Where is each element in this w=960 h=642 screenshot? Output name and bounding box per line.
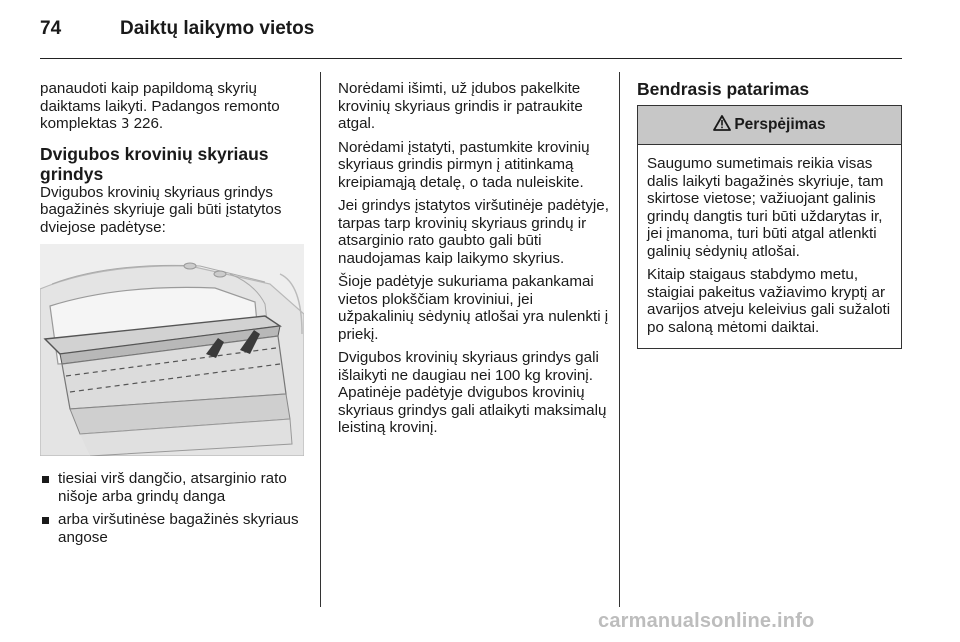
paragraph: Dvigubos krovinių skyriaus grindys gali išlaikyti ne daugiau nei 100 kg krovinį. Apatinėje padėtyje dvigubos krovinių skyriaus grindys gali atlaikyti maksimalų leistiną krovinį. <box>338 349 607 436</box>
watermark: carmanualsonline.info <box>598 610 815 632</box>
warning-title: Perspėjimas <box>734 116 826 134</box>
page-ref-link[interactable]: 226. <box>133 115 164 132</box>
header-divider <box>40 58 902 59</box>
paragraph: Šioje padėtyje sukuriama pakankamai vietos plokščiam kroviniui, jei užpakalinių sėdynių atlošai yra nulenkti į priekį. <box>338 273 609 343</box>
column-1 <box>40 80 308 552</box>
warning-triangle-icon <box>713 115 731 136</box>
list-item: tiesiai virš dangčio, atsarginio rato nišoje arba grindų danga <box>40 470 308 505</box>
trunk-floor-illustration <box>40 244 304 456</box>
paragraph: Norėdami įstatyti, pastumkite krovinių skyriaus grindis pirmyn į atitinkamą kreipiamąją detalę, o tada nuleiskite. <box>338 138 590 191</box>
chapter-title: Daiktų laikymo vietos <box>120 18 315 39</box>
list-item: arba viršutinėse bagažinės skyriaus angose <box>40 511 308 546</box>
page-header <box>40 18 902 48</box>
warning-box <box>637 105 902 349</box>
section-heading: Bendrasis patarimas <box>637 79 810 99</box>
warning-header <box>638 106 901 145</box>
section-paragraph: Dvigubos krovinių skyriaus grindys bagažinės skyriuje gali būti įstatytos dviejose padėtyse: <box>40 183 282 236</box>
warning-paragraph: Saugumo sumetimais reikia visas dalis laikyti bagažinės skyriuje, tam skirtose vietose; važiuojant galinis grindų dangtis turi būti uždarytas ir, jei įmanoma, turi būti atgal atlenkti galinių sėdynių atlošai. <box>647 155 884 260</box>
section-heading: Dvigubos krovinių skyriaus grindys <box>40 143 269 184</box>
column-3 <box>637 79 902 349</box>
paragraph: Norėdami išimti, už įdubos pakelkite krovinių skyriaus grindis ir patraukite atgal. <box>338 80 583 132</box>
page-number: 74 <box>40 18 62 39</box>
intro-text: panaudoti kaip papildomą skyrių daiktams laikyti. Padangos remonto komplektas 3 226. <box>40 80 280 132</box>
column-divider-1 <box>320 72 321 607</box>
position-list <box>40 470 308 546</box>
column-2 <box>338 80 610 443</box>
page-ref-arrow-icon: 3 <box>121 117 130 132</box>
warning-body <box>638 145 901 348</box>
warning-paragraph: Kitaip staigaus stabdymo metu, staigiai pakeitus važiavimo kryptį ar avarijos atveju keleivius gali sužaloti po saloną mėtomi daiktai. <box>647 266 891 336</box>
paragraph: Jei grindys įstatytos viršutinėje padėtyje, tarpas tarp krovinių skyriaus grindų ir atsarginio rato gaubto gali būti naudojamas kaip laikymo skyrius. <box>338 197 609 267</box>
column-divider-2 <box>619 72 620 607</box>
